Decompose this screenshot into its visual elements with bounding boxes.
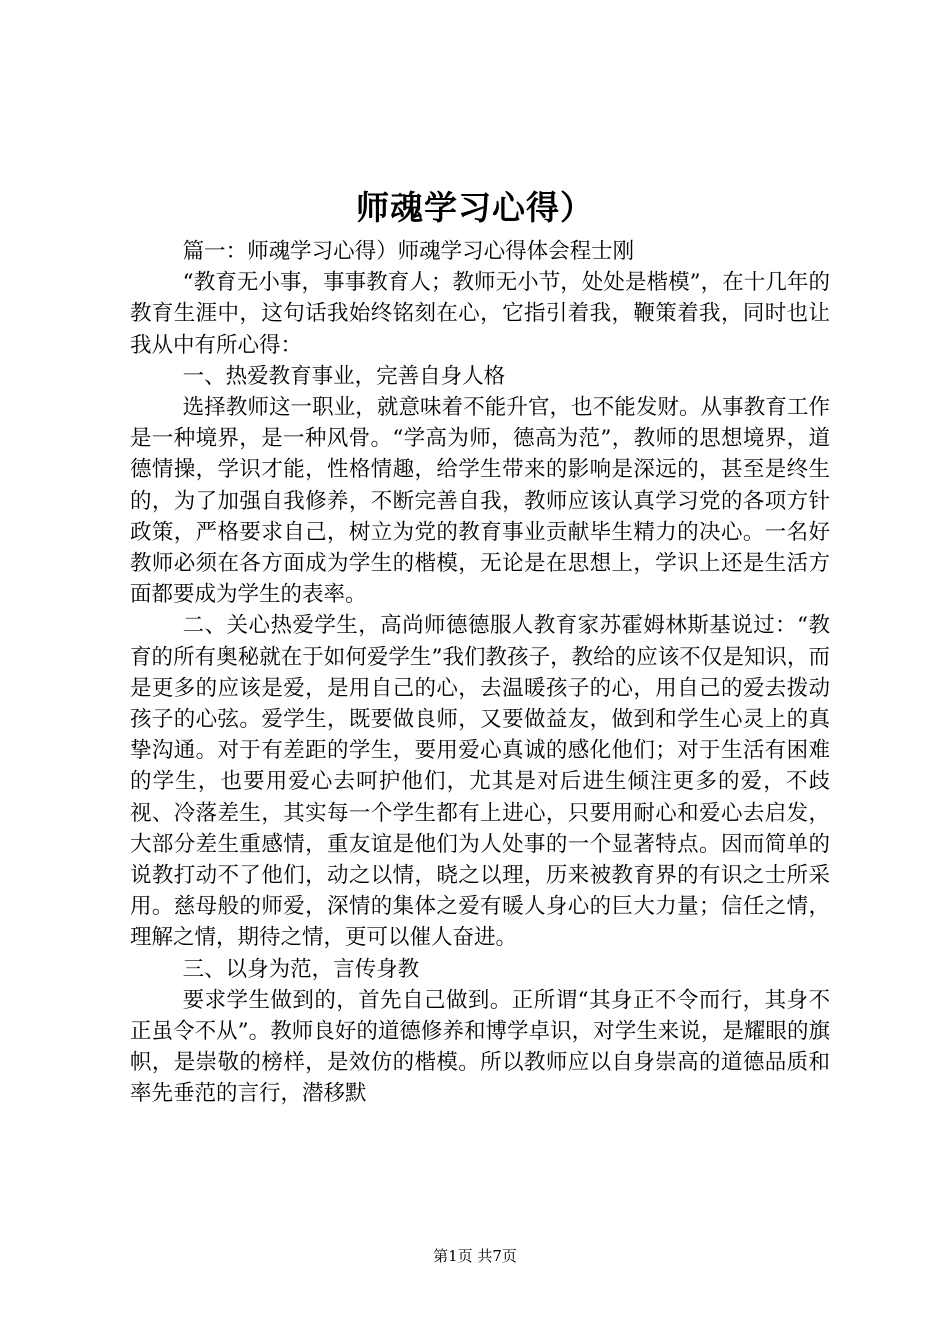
paragraph-section-3: 要求学生做到的，首先自己做到。正所谓“其身正不令而行，其身不正虽令不从”。教师良好的道德修养和博学卓识，对学生来说，是耀眼的旗帜，是崇敬的榜样，是效仿的楷模。所以教师应以自身崇高的道德品质和率先垂范的言行，潜移默 <box>130 987 830 1107</box>
paragraph-subtitle: 篇一：师魂学习心得）师魂学习心得体会程士刚 <box>182 239 635 264</box>
paragraph-intro: “教育无小事，事事教育人；教师无小节，处处是楷模”，在十几年的教育生涯中，这句话我始终铭刻在心，它指引着我，鞭策着我，同时也让我从中有所心得： <box>130 270 830 358</box>
paragraph-section-2: 二、关心热爱学生，高尚师德德服人教育家苏霍姆林斯基说过：“教育的所有奥秘就在于如何爱学生”我们教孩子，教给的应该不仅是知识，而是更多的应该是爱，是用自己的心，去温暖孩子的心，用自己的爱去拨动孩子的心弦。爱学生，既要做良师，又要做益友，做到和学生心灵上的真挚沟通。对于有差距的学生，要用爱心真诚的感化他们；对于生活有困难的学生，也要用爱心去呵护他们，尤其是对后进生倾注更多的爱，不歧视、冷落差生，其实每一个学生都有上进心，只要用耐心和爱心去启发，大部分差生重感情，重友谊是他们为人处事的一个显著特点。因而简单的说教打动不了他们，动之以情，晓之以理，历来被教育界的有识之士所采用。慈母般的师爱，深情的集体之爱有暖人身心的巨大力量；信任之情，理解之情，期待之情，更可以催人奋进。 <box>130 613 830 951</box>
document-title: 师魂学习心得） <box>356 188 594 227</box>
section-heading-3: 三、以身为范，言传身教 <box>182 956 420 982</box>
document-body <box>130 236 830 1110</box>
page-number-footer: 第1页 共7页 <box>433 1247 517 1265</box>
section-heading-1: 一、热爱教育事业，完善自身人格 <box>182 363 506 389</box>
paragraph-section-1: 选择教师这一职业，就意味着不能升官，也不能发财。从事教育工作是一种境界，是一种风骨。“学高为师，德高为范”，教师的思想境界，道德情操，学识才能，性格情趣，给学生带来的影响是深远的，甚至是终生的，为了加强自我修养，不断完善自我，教师应该认真学习党的各项方针政策，严格要求自己，树立为党的教育事业贡献毕生精力的决心。一名好教师必须在各方面成为学生的楷模，无论是在思想上，学识上还是生活方面都要成为学生的表率。 <box>130 395 830 608</box>
